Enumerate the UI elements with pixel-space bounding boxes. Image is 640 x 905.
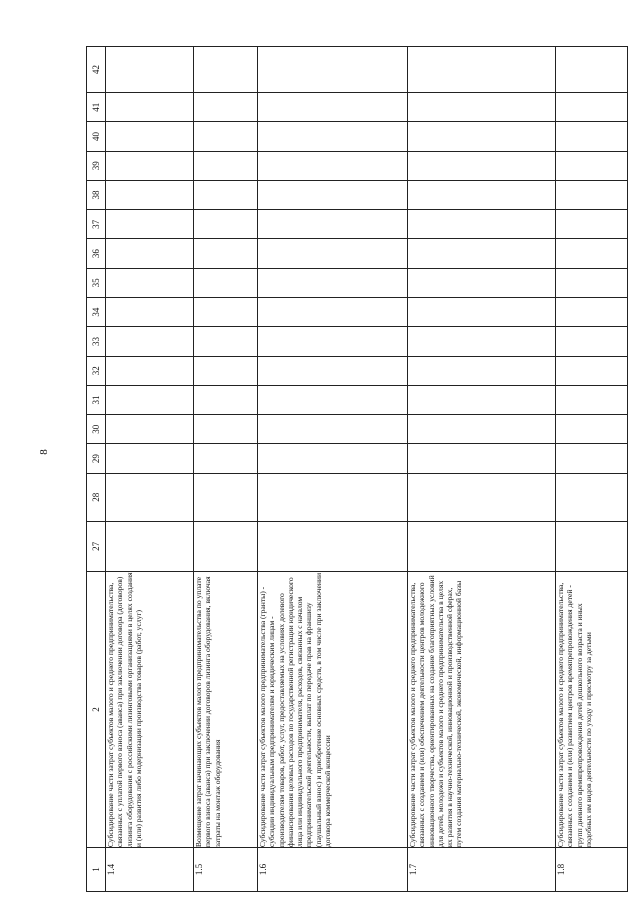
column-header: 41: [87, 93, 106, 122]
empty-cell: [106, 327, 194, 356]
column-header: 28: [87, 473, 106, 521]
empty-cell: [258, 385, 408, 414]
empty-cell: [194, 385, 258, 414]
column-header: 36: [87, 239, 106, 268]
column-header: 42: [87, 47, 106, 93]
empty-cell: [194, 521, 258, 571]
row-number: 1.6: [258, 848, 408, 892]
empty-cell: [408, 268, 556, 297]
page-number: 8: [38, 449, 50, 455]
empty-cell: [556, 521, 628, 571]
empty-cell: [106, 93, 194, 122]
empty-cell: [408, 415, 556, 444]
empty-cell: [408, 180, 556, 209]
row-description: Возмещение затрат начинающих субъектов малого предпринимательства по уплате первого взноса (аванса) при заключении договоров лизинга оборудования, включая затраты на монтаж оборудования: [194, 572, 258, 848]
column-header: 40: [87, 122, 106, 151]
empty-cell: [106, 444, 194, 473]
row-description: Субсидирование части затрат субъектов малого и среднего предпринимательства, связанных с уплатой первого взноса (аванса) при заключении договора (договоров) лизинга оборудования с российскими лизинговыми организациями в целях создания и (или) развития либо модернизации производства товаров (работ, услуг): [106, 572, 194, 848]
column-header: 39: [87, 151, 106, 180]
empty-cell: [556, 298, 628, 327]
empty-cell: [258, 210, 408, 239]
empty-cell: [408, 239, 556, 268]
empty-cell: [106, 298, 194, 327]
empty-cell: [194, 210, 258, 239]
column-header: 32: [87, 356, 106, 385]
rotated-table-wrapper: [86, 46, 626, 892]
empty-cell: [408, 521, 556, 571]
empty-cell: [258, 151, 408, 180]
empty-cell: [556, 268, 628, 297]
column-header: 31: [87, 385, 106, 414]
column-header: 30: [87, 415, 106, 444]
empty-cell: [258, 444, 408, 473]
empty-cell: [106, 239, 194, 268]
column-header: 29: [87, 444, 106, 473]
row-number: 1.5: [194, 848, 258, 892]
empty-cell: [106, 473, 194, 521]
empty-cell: [106, 151, 194, 180]
row-description: Субсидирование части затрат субъектов малого предпринимательства (гранты) - субсидии индивидуальным предпринимателям и юридическим лицам - производителям товаров, работ, услуг, предоставляемых на условиях долевого финансирования целевых расходов по государственной регистрации юридического лица или индивидуального предпринимателя, расходов, связанных с началом предпринимательской деятельности, выплат по передаче прав на франшизу (паушальный взнос) и приобретение основных средств, в том числе при заключении договора коммерческой концессии: [258, 572, 408, 848]
row-description: Субсидирование части затрат субъектов малого и среднего предпринимательства, связанных с созданием и (или) обеспечением деятельности центров молодежного инновационного творчества, ориентированных на создание благоприятных условий для детей, молодежи и субъектов малого и среднего предпринимательства в целях их развития в научно-технической, инновационной и производственной сферах, путем создания материально-технической, экономической, информационной базы: [408, 572, 556, 848]
empty-cell: [106, 356, 194, 385]
empty-cell: [258, 298, 408, 327]
empty-cell: [408, 298, 556, 327]
empty-cell: [194, 327, 258, 356]
row-description: Субсидирование части затрат субъектов малого и среднего предпринимательства, связанных с созданием и (или) развитием центров времяпрепровождения детей - групп дневного времяпрепровождения детей дошкольного возраста и иных подобных им видов деятельности по уходу и присмотру за детьми: [556, 572, 628, 848]
empty-cell: [258, 180, 408, 209]
empty-cell: [194, 239, 258, 268]
column-header: 34: [87, 298, 106, 327]
empty-cell: [258, 415, 408, 444]
empty-cell: [258, 122, 408, 151]
column-header: 35: [87, 268, 106, 297]
empty-cell: [106, 268, 194, 297]
empty-cell: [408, 210, 556, 239]
row-number: 1.4: [106, 848, 194, 892]
empty-cell: [556, 151, 628, 180]
data-table: [86, 46, 628, 892]
empty-cell: [194, 47, 258, 93]
row-number: 1.7: [408, 848, 556, 892]
row-number: 1.8: [556, 848, 628, 892]
table-row: [408, 47, 556, 892]
column-header: 37: [87, 210, 106, 239]
empty-cell: [556, 415, 628, 444]
empty-cell: [258, 239, 408, 268]
empty-cell: [408, 122, 556, 151]
empty-cell: [258, 473, 408, 521]
column-header: 33: [87, 327, 106, 356]
empty-cell: [258, 356, 408, 385]
empty-cell: [556, 356, 628, 385]
empty-cell: [194, 180, 258, 209]
empty-cell: [408, 356, 556, 385]
empty-cell: [194, 122, 258, 151]
empty-cell: [194, 444, 258, 473]
empty-cell: [408, 327, 556, 356]
empty-cell: [556, 122, 628, 151]
empty-cell: [408, 444, 556, 473]
empty-cell: [556, 473, 628, 521]
empty-cell: [408, 385, 556, 414]
table-header-row: [87, 47, 106, 892]
column-header: 2: [87, 572, 106, 848]
empty-cell: [556, 239, 628, 268]
empty-cell: [408, 47, 556, 93]
table-row: [106, 47, 194, 892]
empty-cell: [258, 268, 408, 297]
column-header: 38: [87, 180, 106, 209]
table-row: [556, 47, 628, 892]
empty-cell: [556, 385, 628, 414]
empty-cell: [106, 47, 194, 93]
empty-cell: [194, 473, 258, 521]
column-header: 27: [87, 521, 106, 571]
empty-cell: [106, 385, 194, 414]
empty-cell: [106, 210, 194, 239]
empty-cell: [194, 356, 258, 385]
empty-cell: [194, 151, 258, 180]
empty-cell: [194, 268, 258, 297]
column-header: 1: [87, 848, 106, 892]
table-row: [194, 47, 258, 892]
empty-cell: [556, 444, 628, 473]
empty-cell: [194, 415, 258, 444]
empty-cell: [556, 47, 628, 93]
empty-cell: [194, 298, 258, 327]
empty-cell: [258, 521, 408, 571]
empty-cell: [106, 122, 194, 151]
empty-cell: [106, 415, 194, 444]
empty-cell: [556, 210, 628, 239]
empty-cell: [258, 327, 408, 356]
empty-cell: [556, 180, 628, 209]
empty-cell: [408, 151, 556, 180]
empty-cell: [106, 521, 194, 571]
table-row: [258, 47, 408, 892]
empty-cell: [556, 327, 628, 356]
empty-cell: [258, 93, 408, 122]
empty-cell: [194, 93, 258, 122]
empty-cell: [106, 180, 194, 209]
empty-cell: [408, 93, 556, 122]
empty-cell: [556, 93, 628, 122]
empty-cell: [258, 47, 408, 93]
empty-cell: [408, 473, 556, 521]
